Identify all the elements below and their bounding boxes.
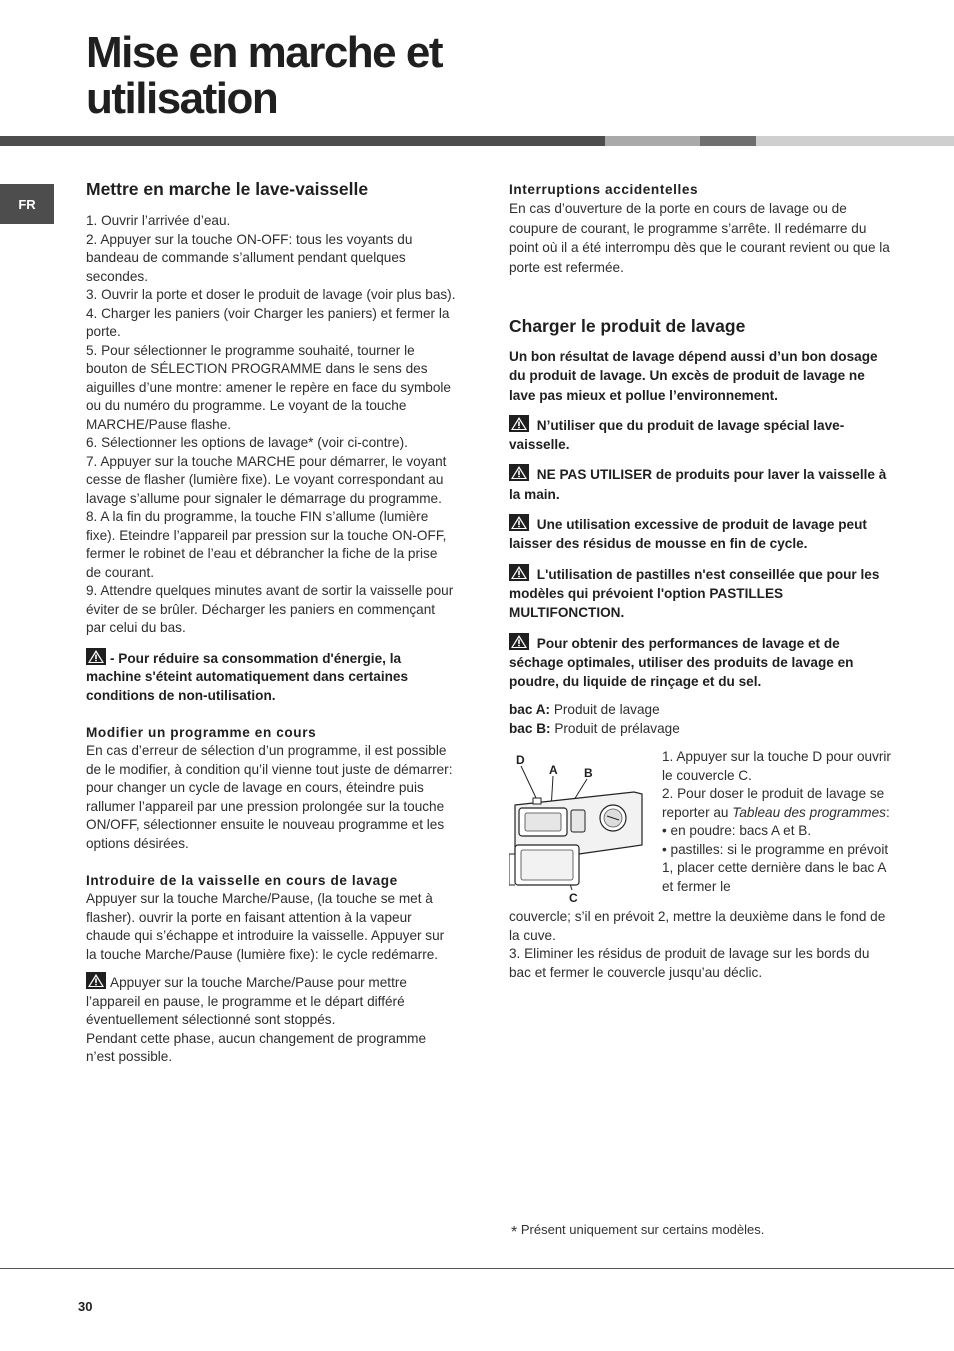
warning-icon bbox=[509, 633, 529, 650]
step-item: 7. Appuyer sur la touche MARCHE pour démarrer, le voyant cesse de flasher (lumière fixe). Le voyant correspondant au lavage s’allume pour signaler le démarrage du programme. bbox=[86, 453, 447, 506]
warning-item bbox=[509, 633, 891, 692]
dispenser-step-1: 1. Appuyer sur la touche D pour ouvrir le couvercle C. bbox=[662, 749, 891, 783]
bac-b-text: Produit de prélavage bbox=[554, 720, 680, 736]
modify-text: En cas d’erreur de sélection d’un programme, il est possible de le modifier, à condition qu’il vienne tout juste de démarrer: pour changer un cycle de lavage en cours, éteindre puis rallumer l’appareil par une pression prolongée sur la touche ON/OFF, sélectionner ensuite le nouveau programme et les options désirées. bbox=[86, 743, 453, 851]
dispenser-step-3: 3. Eliminer les résidus de produit de lavage sur les bords du bac et fermer le couvercle jusqu’au déclic. bbox=[509, 946, 870, 980]
page-title bbox=[86, 30, 442, 122]
pause-warning-text: Appuyer sur la touche Marche/Pause pour mettre l’appareil en pause, le programme et le départ différé éventuellement sélectionné sont stoppés. bbox=[86, 975, 407, 1027]
pause-warning bbox=[86, 972, 456, 1030]
warning-text: N’utiliser que du produit de lavage spécial lave-vaisselle. bbox=[509, 417, 845, 453]
warning-item bbox=[509, 415, 891, 455]
header-bar-dark bbox=[0, 136, 605, 146]
header-bar-pale bbox=[756, 136, 954, 146]
warning-icon bbox=[509, 415, 529, 432]
dispenser-step-2-text: 2. Pour doser le produit de lavage se reporter au bbox=[662, 786, 885, 820]
step-item: 6. Sélectionner les options de lavage* (voir ci-contre). bbox=[86, 435, 408, 450]
warning-text: L'utilisation de pastilles n'est conseillée que pour les modèles qui prévoient l'option PASTILLES MULTIFONCTION. bbox=[509, 566, 880, 621]
bac-b-line bbox=[509, 720, 891, 739]
warning-icon bbox=[86, 972, 106, 989]
step-item: 4. Charger les paniers (voir Charger les paniers) et fermer la porte. bbox=[86, 305, 450, 339]
warning-icon bbox=[509, 514, 529, 531]
page-title-line1: Mise en marche et bbox=[86, 28, 442, 77]
bac-a-text: Produit de lavage bbox=[553, 702, 660, 718]
bac-a-line bbox=[509, 701, 891, 720]
left-column bbox=[86, 178, 456, 1067]
bac-a-label: bac A: bbox=[509, 702, 551, 718]
right-column bbox=[509, 180, 891, 982]
bullet-tablets: • pastilles: si le programme en prévoit 1, placer cette dernière dans le bac A et fermer le bbox=[662, 841, 889, 894]
bullet-powder: • en poudre: bacs A et B. bbox=[662, 823, 812, 839]
diagram-label-b: B bbox=[584, 766, 593, 781]
energy-warning-text: - Pour réduire sa consommation d'énergie, la machine s'éteint automatiquement dans certaines conditions de non-utilisation. bbox=[86, 650, 409, 703]
detergent-heading: Charger le produit de lavage bbox=[509, 316, 746, 336]
header-bar-light bbox=[605, 136, 700, 146]
warning-icon bbox=[86, 648, 106, 665]
footnote-text: Présent uniquement sur certains modèles. bbox=[520, 1222, 765, 1237]
diagram-label-a: A bbox=[549, 763, 558, 778]
warning-icon bbox=[509, 564, 529, 581]
dispenser-steps bbox=[662, 748, 891, 896]
bac-b-label: bac B: bbox=[509, 720, 551, 736]
page-number: 30 bbox=[78, 1299, 93, 1314]
programs-table-reference: Tableau des programmes bbox=[732, 804, 886, 820]
step-item: 8. A la fin du programme, la touche FIN s’allume (lumière fixe). Eteindre l’appareil par pression sur la touche ON-OFF, fermer le robinet de l’eau et débrancher la fiche de la prise de courant. bbox=[86, 509, 447, 580]
start-steps bbox=[86, 212, 456, 638]
warning-text: NE PAS UTILISER de produits pour laver la vaisselle à la main. bbox=[509, 467, 887, 502]
detergent-dispenser-diagram bbox=[509, 750, 651, 905]
start-heading: Mettre en marche le lave-vaisselle bbox=[86, 179, 369, 199]
dispenser-step-2 bbox=[662, 785, 891, 822]
warning-item bbox=[509, 514, 891, 554]
modify-heading: Modifier un programme en cours bbox=[86, 725, 317, 740]
introduce-heading: Introduire de la vaisselle en cours de lavage bbox=[86, 873, 398, 888]
step-item: 2. Appuyer sur la touche ON-OFF: tous les voyants du bandeau de commande s’allument pendant quelques secondes. bbox=[86, 231, 413, 284]
interrupt-text: En cas d’ouverture de la porte en cours de lavage ou de coupure de courant, le programme s’arrête. Il redémarre du point où il a été interrompu dès que le courant revient ou que la porte est refermée. bbox=[509, 201, 890, 275]
step-item: 1. Ouvrir l’arrivée d’eau. bbox=[86, 213, 231, 228]
interrupt-heading: Interruptions accidentelles bbox=[509, 182, 699, 197]
step-item: 5. Pour sélectionner le programme souhaité, tourner le bouton de SÉLECTION PROGRAMME dans le sens des aiguilles d’une montre: amener le repère en face du symbole ou du numéro du programme. Le voyant de la touche MARCHE/Pause flashe. bbox=[86, 342, 451, 432]
warning-item bbox=[509, 464, 891, 504]
header-bar-mid bbox=[700, 136, 756, 146]
step-item: 3. Ouvrir la porte et doser le produit de lavage (voir plus bas). bbox=[86, 287, 456, 302]
diagram-label-d: D bbox=[516, 753, 525, 768]
introduce-text: Appuyer sur la touche Marche/Pause, (la touche se met à flasher). ouvrir la porte en faisant attention à la vapeur chaude qui s’échappe et introduire la vaisselle. Appuyer sur la touche Marche/Pause (lumière fixe): le cycle redémarre. bbox=[86, 891, 445, 962]
warning-text: Une utilisation excessive de produit de lavage peut laisser des résidus de mousse en fin de cycle. bbox=[509, 517, 867, 552]
warning-item bbox=[509, 564, 891, 623]
pause-text: Pendant cette phase, aucun changement de programme n’est possible. bbox=[86, 1030, 427, 1064]
dispenser-step-2-colon: : bbox=[885, 804, 890, 820]
dispenser-figure-block bbox=[509, 748, 891, 908]
warning-icon bbox=[509, 464, 529, 481]
footnote bbox=[511, 1222, 764, 1242]
detergent-intro: Un bon résultat de lavage dépend aussi d’un bon dosage du produit de lavage. Un excès de produit de lavage ne lave pas mieux et pollue l’environnement. bbox=[509, 349, 878, 403]
diagram-label-c: C bbox=[569, 891, 578, 906]
bullet-tablets-cont: couvercle; s’il en prévoit 2, mettre la deuxième dans le fond de la cuve. bbox=[509, 909, 886, 943]
language-tab: FR bbox=[0, 184, 54, 224]
energy-warning bbox=[86, 648, 456, 706]
footnote-star: * bbox=[511, 1224, 518, 1241]
step-item: 9. Attendre quelques minutes avant de sortir la vaisselle pour éviter de se brûler. Décharger les paniers en commençant par celui du bas. bbox=[86, 583, 454, 635]
footer-rule bbox=[0, 1268, 954, 1269]
page-title-line2: utilisation bbox=[86, 74, 278, 123]
warning-text: Pour obtenir des performances de lavage et de séchage optimales, utiliser des produits de lavage en poudre, du liquide de rinçage et du sel. bbox=[509, 635, 854, 690]
